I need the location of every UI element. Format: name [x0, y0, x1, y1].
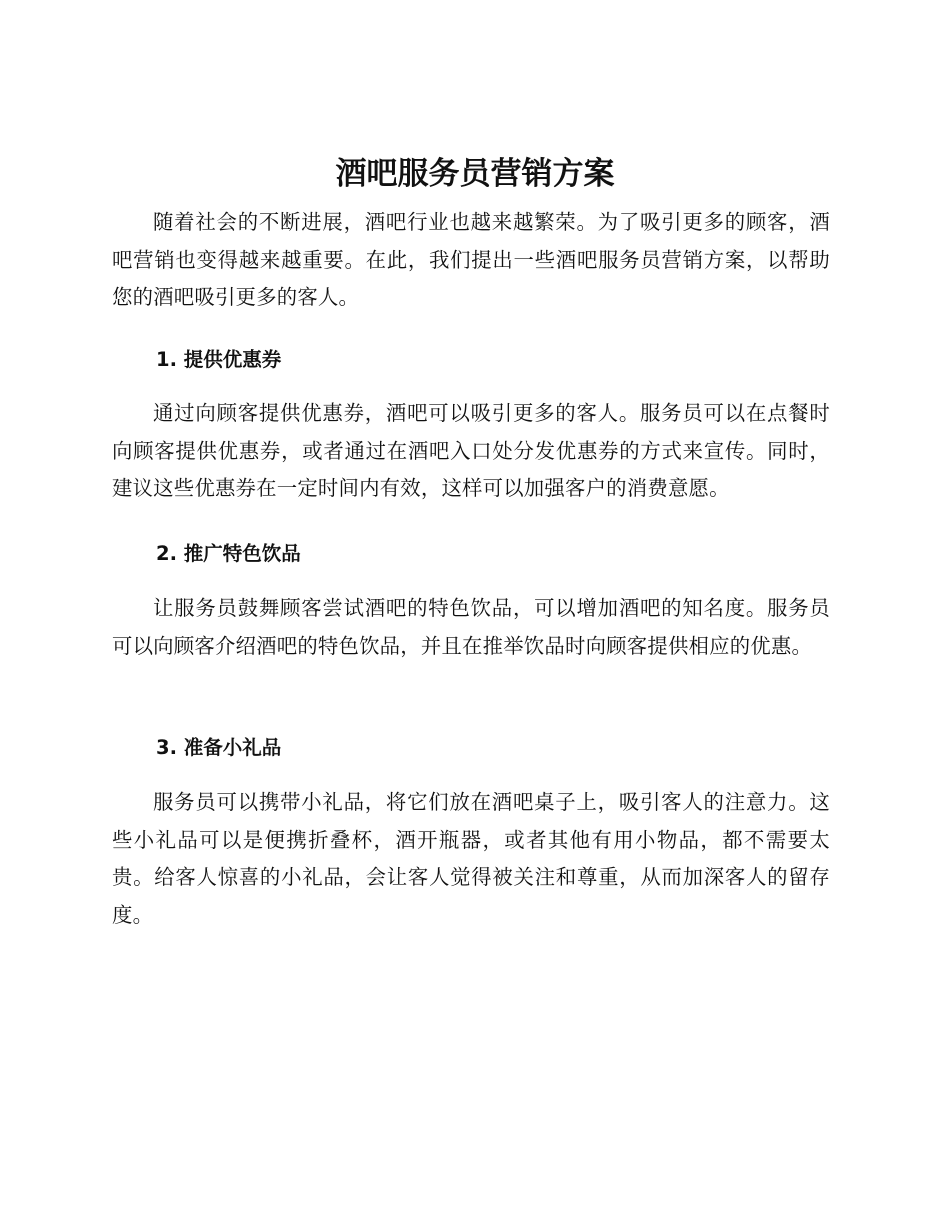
section-heading-small-gifts: 3. 准备小礼品: [156, 736, 282, 759]
section-heading-signature-drinks: 2. 推广特色饮品: [156, 542, 301, 565]
section-body-coupons: 通过向顾客提供优惠券，酒吧可以吸引更多的客人。服务员可以在点餐时向顾客提供优惠券，或者通过在酒吧入口处分发优惠券的方式来宣传。同时，建议这些优惠券在一定时间内有效，这样可以加强客户的消费意愿。: [112, 401, 830, 500]
section-heading-coupons: 1. 提供优惠券: [156, 348, 282, 371]
document-title: 酒吧服务员营销方案: [335, 156, 615, 192]
intro-paragraph: 随着社会的不断进展，酒吧行业也越来越繁荣。为了吸引更多的顾客，酒吧营销也变得越来越重要。在此，我们提出一些酒吧服务员营销方案，以帮助您的酒吧吸引更多的客人。: [112, 210, 830, 309]
section-body-signature-drinks: 让服务员鼓舞顾客尝试酒吧的特色饮品，可以增加酒吧的知名度。服务员可以向顾客介绍酒吧的特色饮品，并且在推举饮品时向顾客提供相应的优惠。: [112, 596, 830, 658]
section-body-small-gifts: 服务员可以携带小礼品，将它们放在酒吧桌子上，吸引客人的注意力。这些小礼品可以是便携折叠杯，酒开瓶器，或者其他有用小物品，都不需要太贵。给客人惊喜的小礼品，会让客人觉得被关注和尊重，从而加深客人的留存度。: [112, 790, 830, 927]
